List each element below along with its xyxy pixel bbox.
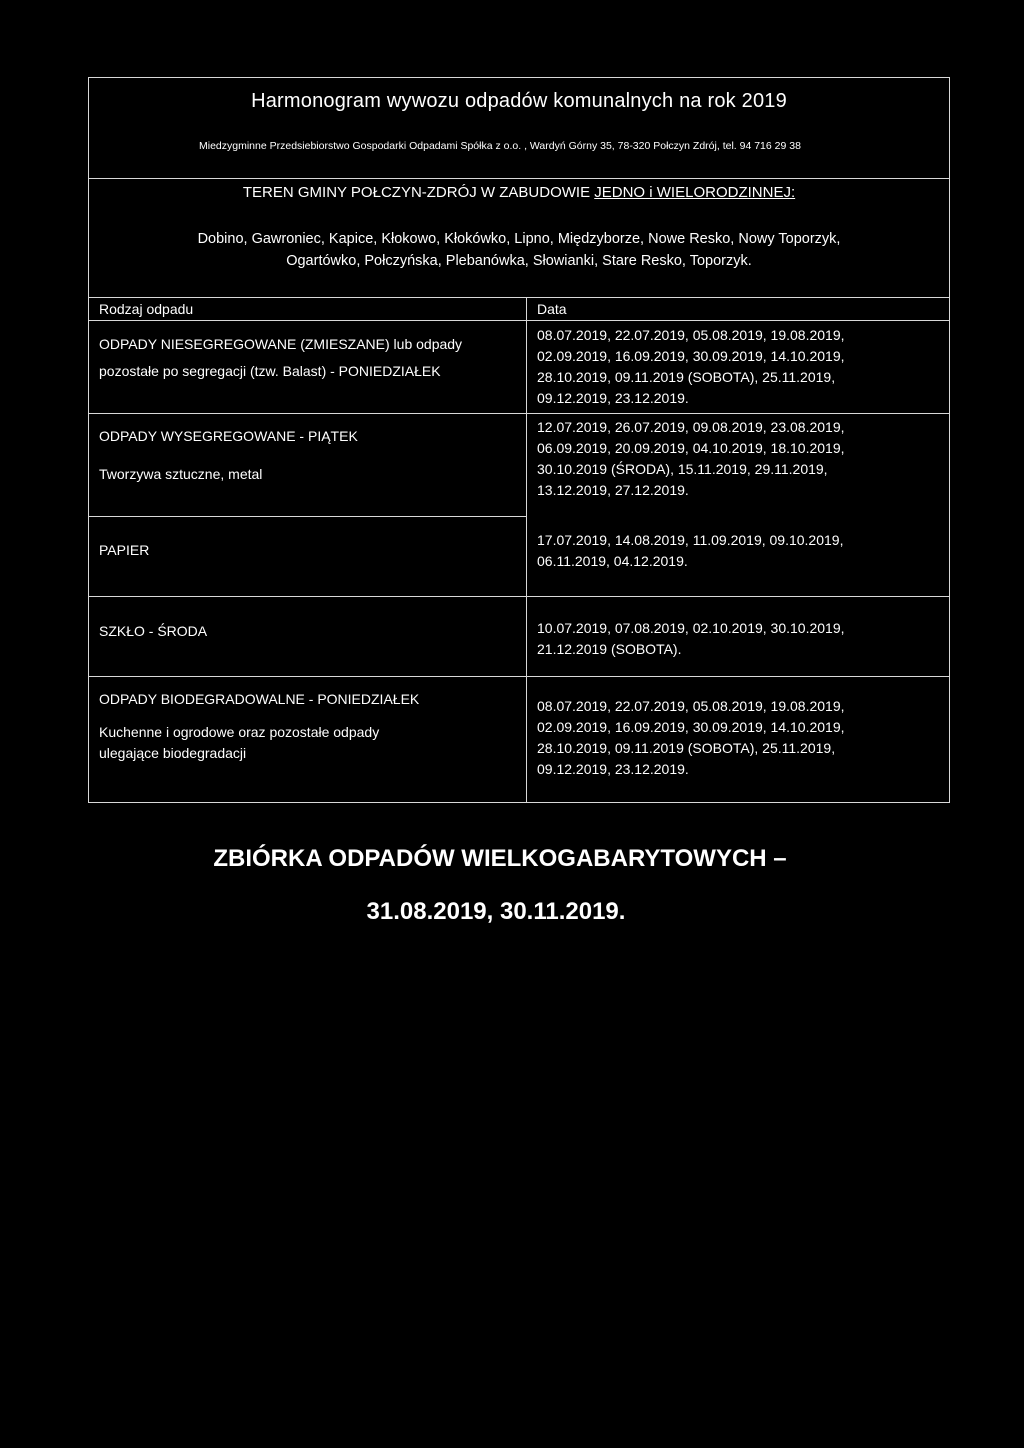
column-divider — [526, 297, 527, 803]
divider-row-3 — [89, 596, 949, 597]
company-info: Miedzygminne Przedsiebiorstwo Gospodarki Odpadami Spółka z o.o. , Wardyń Górny 35, 78-320 Połczyn Zdrój, tel. 94 716 29 38 — [199, 140, 801, 152]
villages-list — [109, 228, 929, 272]
divider-header — [89, 320, 949, 321]
waste-type-mixed — [99, 334, 519, 382]
waste-type-bio — [99, 689, 519, 764]
waste-type-line: ODPADY NIESEGREGOWANE (ZMIESZANE) lub odpady — [99, 336, 463, 352]
date-line: 28.10.2019, 09.11.2019 (SOBOTA), 25.11.2019, — [537, 740, 836, 756]
dates-segregated — [537, 417, 942, 501]
waste-type-line: Tworzywa sztuczne, metal — [99, 466, 263, 482]
date-line: 02.09.2019, 16.09.2019, 30.09.2019, 14.10.2019, — [537, 719, 845, 735]
date-line: 10.07.2019, 07.08.2019, 02.10.2019, 30.10.2019, — [537, 620, 845, 636]
area-heading-underlined: JEDNO i WIELORODZINNEJ: — [594, 184, 796, 201]
date-line: 06.09.2019, 20.09.2019, 04.10.2019, 18.10.2019, — [537, 440, 845, 456]
waste-type-line: pozostałe po segregacji (tzw. Balast) - PONIEDZIAŁEK — [99, 363, 441, 379]
waste-type-segregated — [99, 426, 519, 485]
date-line: 06.11.2019, 04.12.2019. — [537, 553, 688, 569]
column-header-type: Rodzaj odpadu — [99, 301, 194, 317]
divider-table-top — [89, 297, 949, 298]
waste-type-line: Kuchenne i ogrodowe oraz pozostałe odpady — [99, 724, 380, 740]
date-line: 17.07.2019, 14.08.2019, 11.09.2019, 09.10.2019, — [537, 532, 844, 548]
waste-type-line: SZKŁO - ŚRODA — [99, 623, 208, 639]
waste-type-paper — [99, 540, 519, 561]
divider-top — [89, 178, 949, 179]
page-title: Harmonogram wywozu odpadów komunalnych na rok 2019 — [251, 90, 787, 112]
date-line: 08.07.2019, 22.07.2019, 05.08.2019, 19.08.2019, — [537, 327, 845, 343]
dates-bio — [537, 696, 942, 780]
date-line: 30.10.2019 (ŚRODA), 15.11.2019, 29.11.2019, — [537, 461, 828, 477]
waste-type-line: PAPIER — [99, 542, 150, 558]
waste-type-line: ODPADY WYSEGREGOWANE - PIĄTEK — [99, 428, 358, 444]
bulky-waste-dates: 31.08.2019, 30.11.2019. — [366, 898, 626, 925]
villages-line-1: Dobino, Gawroniec, Kapice, Kłokowo, Kłokówko, Lipno, Międzyborze, Nowe Resko, Nowy Toporzyk, — [197, 231, 841, 247]
date-line: 12.07.2019, 26.07.2019, 09.08.2019, 23.08.2019, — [537, 419, 845, 435]
date-line: 21.12.2019 (SOBOTA). — [537, 641, 682, 657]
date-line: 08.07.2019, 22.07.2019, 05.08.2019, 19.08.2019, — [537, 698, 845, 714]
divider-row-1 — [89, 413, 949, 414]
date-line: 13.12.2019, 27.12.2019. — [537, 482, 689, 498]
dates-paper — [537, 530, 942, 572]
date-line: 28.10.2019, 09.11.2019 (SOBOTA), 25.11.2019, — [537, 369, 836, 385]
divider-row-2 — [89, 516, 526, 517]
waste-type-line: ulegające biodegradacji — [99, 745, 247, 761]
dates-glass — [537, 618, 942, 660]
column-header-date: Data — [537, 301, 567, 317]
date-line: 02.09.2019, 16.09.2019, 30.09.2019, 14.10.2019, — [537, 348, 845, 364]
bulky-waste-heading: ZBIÓRKA ODPADÓW WIELKOGABARYTOWYCH – — [213, 845, 787, 872]
area-heading-prefix: TEREN GMINY POŁCZYN-ZDRÓJ W ZABUDOWIE — [242, 184, 595, 201]
waste-type-line: ODPADY BIODEGRADOWALNE - PONIEDZIAŁEK — [99, 691, 420, 707]
divider-row-4 — [89, 676, 949, 677]
villages-line-2: Ogartówko, Połczyńska, Plebanówka, Słowianki, Stare Resko, Toporzyk. — [286, 253, 752, 269]
schedule-frame — [88, 77, 950, 803]
waste-type-glass — [99, 621, 519, 642]
date-line: 09.12.2019, 23.12.2019. — [537, 761, 689, 777]
area-heading — [89, 184, 949, 201]
dates-mixed — [537, 325, 942, 409]
date-line: 09.12.2019, 23.12.2019. — [537, 390, 689, 406]
